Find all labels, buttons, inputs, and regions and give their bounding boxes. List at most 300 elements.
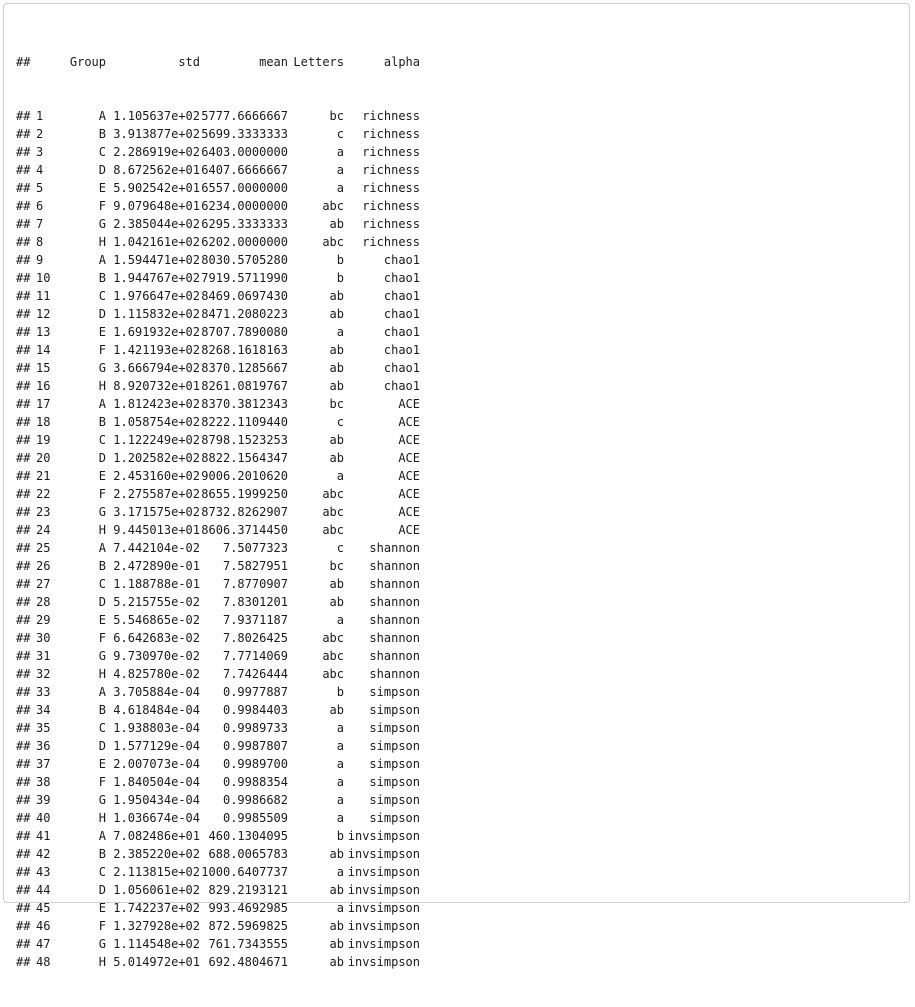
- table-row: [16, 611, 420, 629]
- cell-alpha: ACE: [398, 487, 420, 501]
- cell-letters: b: [336, 685, 344, 699]
- cell-alpha: invsimpson: [347, 865, 420, 879]
- comment-prefix: ##: [16, 217, 31, 231]
- row-index: 22: [36, 487, 51, 501]
- row-index: 21: [36, 469, 51, 483]
- cell-std: 6.642683e-02: [113, 631, 200, 645]
- comment-prefix: ##: [16, 397, 31, 411]
- cell-letters: b: [336, 829, 344, 843]
- cell-group: E: [98, 325, 106, 339]
- cell-alpha: simpson: [369, 685, 420, 699]
- cell-group: B: [98, 703, 106, 717]
- cell-letters: a: [336, 865, 344, 879]
- cell-group: C: [98, 433, 106, 447]
- cell-std: 1.691932e+02: [113, 325, 200, 339]
- row-index: 10: [36, 271, 51, 285]
- cell-alpha: simpson: [369, 793, 420, 807]
- row-index: 4: [36, 163, 44, 177]
- cell-std: 2.453160e+02: [113, 469, 200, 483]
- row-index: 47: [36, 937, 51, 951]
- table-row: [16, 557, 420, 575]
- comment-prefix: ##: [16, 811, 31, 825]
- cell-letters: ab: [329, 883, 344, 897]
- comment-prefix: ##: [16, 181, 31, 195]
- cell-group: C: [98, 577, 106, 591]
- cell-mean: 7.8770907: [222, 577, 288, 591]
- cell-std: 3.705884e-04: [113, 685, 200, 699]
- comment-prefix: ##: [16, 451, 31, 465]
- cell-std: 1.840504e-04: [113, 775, 200, 789]
- cell-mean: 7.7714069: [222, 649, 288, 663]
- cell-letters: c: [336, 415, 344, 429]
- cell-mean: 8606.3714450: [201, 523, 288, 537]
- cell-group: G: [98, 793, 106, 807]
- cell-letters: a: [336, 793, 344, 807]
- cell-group: H: [98, 379, 106, 393]
- cell-group: B: [98, 559, 106, 573]
- comment-prefix: ##: [16, 577, 31, 591]
- cell-mean: 460.1304095: [208, 829, 288, 843]
- comment-prefix: ##: [16, 163, 31, 177]
- table-row: [16, 773, 420, 791]
- cell-alpha: ACE: [398, 505, 420, 519]
- cell-std: 4.618484e-04: [113, 703, 200, 717]
- cell-alpha: richness: [362, 181, 420, 195]
- table-row: [16, 737, 420, 755]
- comment-prefix: ##: [16, 775, 31, 789]
- table-row: [16, 467, 420, 485]
- cell-group: F: [98, 919, 106, 933]
- cell-std: 2.385220e+02: [113, 847, 200, 861]
- comment-prefix: ##: [16, 865, 31, 879]
- cell-std: 1.122249e+02: [113, 433, 200, 447]
- cell-std: 1.114548e+02: [113, 937, 200, 951]
- cell-letters: ab: [329, 379, 344, 393]
- cell-alpha: shannon: [369, 667, 420, 681]
- cell-group: C: [98, 865, 106, 879]
- cell-std: 3.171575e+02: [113, 505, 200, 519]
- cell-mean: 7.5077323: [222, 541, 288, 555]
- cell-group: H: [98, 811, 106, 825]
- comment-prefix: ##: [16, 145, 31, 159]
- comment-prefix: ##: [16, 613, 31, 627]
- cell-group: A: [98, 541, 106, 555]
- cell-mean: 8732.8262907: [201, 505, 288, 519]
- row-index: 41: [36, 829, 51, 843]
- row-index: 42: [36, 847, 51, 861]
- cell-mean: 0.9985509: [222, 811, 288, 825]
- cell-std: 1.202582e+02: [113, 451, 200, 465]
- comment-prefix: ##: [16, 829, 31, 843]
- cell-letters: bc: [329, 559, 344, 573]
- table-header: [16, 53, 420, 71]
- comment-prefix: ##: [16, 793, 31, 807]
- table-row: [16, 521, 420, 539]
- cell-letters: a: [336, 757, 344, 771]
- cell-group: D: [98, 163, 106, 177]
- table-row: [16, 701, 420, 719]
- cell-alpha: shannon: [369, 649, 420, 663]
- row-index: 17: [36, 397, 51, 411]
- row-index: 27: [36, 577, 51, 591]
- table-row: [16, 953, 420, 971]
- row-index: 19: [36, 433, 51, 447]
- cell-alpha: invsimpson: [347, 829, 420, 843]
- cell-letters: a: [336, 901, 344, 915]
- cell-group: C: [98, 721, 106, 735]
- table-row: [16, 485, 420, 503]
- cell-mean: 8370.1285667: [201, 361, 288, 375]
- row-index: 32: [36, 667, 51, 681]
- cell-letters: ab: [329, 433, 344, 447]
- comment-prefix: ##: [16, 955, 31, 969]
- comment-prefix: ##: [16, 325, 31, 339]
- table-row: [16, 341, 420, 359]
- cell-mean: 761.7343555: [208, 937, 288, 951]
- cell-mean: 8471.2080223: [201, 307, 288, 321]
- row-index: 25: [36, 541, 51, 555]
- comment-prefix: ##: [16, 595, 31, 609]
- cell-mean: 0.9989700: [222, 757, 288, 771]
- cell-std: 5.014972e+01: [113, 955, 200, 969]
- cell-alpha: chao1: [383, 343, 420, 357]
- cell-std: 2.472890e-01: [113, 559, 200, 573]
- cell-group: G: [98, 937, 106, 951]
- comment-prefix: ##: [16, 703, 31, 717]
- cell-group: F: [98, 343, 106, 357]
- table-row: [16, 647, 420, 665]
- cell-std: 1.594471e+02: [113, 253, 200, 267]
- cell-alpha: chao1: [383, 361, 420, 375]
- table-row: [16, 179, 420, 197]
- comment-prefix: ##: [16, 919, 31, 933]
- table-row: [16, 863, 420, 881]
- cell-mean: 8822.1564347: [201, 451, 288, 465]
- comment-prefix: ##: [16, 55, 31, 69]
- cell-letters: a: [336, 775, 344, 789]
- table-body: [16, 107, 420, 971]
- comment-prefix: ##: [16, 415, 31, 429]
- cell-std: 1.950434e-04: [113, 793, 200, 807]
- cell-group: F: [98, 487, 106, 501]
- comment-prefix: ##: [16, 235, 31, 249]
- row-index: 7: [36, 217, 44, 231]
- cell-alpha: ACE: [398, 523, 420, 537]
- cell-letters: ab: [329, 289, 344, 303]
- cell-std: 1.058754e+02: [113, 415, 200, 429]
- cell-letters: ab: [329, 451, 344, 465]
- comment-prefix: ##: [16, 883, 31, 897]
- row-index: 29: [36, 613, 51, 627]
- cell-alpha: richness: [362, 145, 420, 159]
- row-index: 44: [36, 883, 51, 897]
- cell-group: E: [98, 181, 106, 195]
- comment-prefix: ##: [16, 487, 31, 501]
- cell-std: 1.056061e+02: [113, 883, 200, 897]
- cell-group: G: [98, 649, 106, 663]
- header-alpha: alpha: [383, 55, 420, 69]
- cell-alpha: invsimpson: [347, 883, 420, 897]
- row-index: 36: [36, 739, 51, 753]
- cell-group: F: [98, 631, 106, 645]
- table-row: [16, 845, 420, 863]
- comment-prefix: ##: [16, 523, 31, 537]
- row-index: 5: [36, 181, 44, 195]
- row-index: 28: [36, 595, 51, 609]
- cell-alpha: simpson: [369, 739, 420, 753]
- cell-std: 8.672562e+01: [113, 163, 200, 177]
- table-row: [16, 197, 420, 215]
- cell-group: E: [98, 901, 106, 915]
- table-row: [16, 269, 420, 287]
- cell-std: 1.115832e+02: [113, 307, 200, 321]
- row-index: 46: [36, 919, 51, 933]
- cell-std: 1.421193e+02: [113, 343, 200, 357]
- cell-mean: 6403.0000000: [201, 145, 288, 159]
- row-index: 33: [36, 685, 51, 699]
- table-row: [16, 575, 420, 593]
- cell-alpha: invsimpson: [347, 937, 420, 951]
- comment-prefix: ##: [16, 271, 31, 285]
- cell-letters: b: [336, 253, 344, 267]
- cell-group: C: [98, 145, 106, 159]
- cell-alpha: simpson: [369, 757, 420, 771]
- cell-std: 1.812423e+02: [113, 397, 200, 411]
- table-row: [16, 305, 420, 323]
- table-row: [16, 935, 420, 953]
- cell-mean: 829.2193121: [208, 883, 288, 897]
- cell-group: A: [98, 829, 106, 843]
- cell-mean: 872.5969825: [208, 919, 288, 933]
- header-mean: mean: [259, 55, 288, 69]
- cell-group: B: [98, 847, 106, 861]
- cell-mean: 1000.6407737: [201, 865, 288, 879]
- row-index: 35: [36, 721, 51, 735]
- row-index: 1: [36, 109, 44, 123]
- cell-letters: ab: [329, 307, 344, 321]
- table-row: [16, 395, 420, 413]
- cell-letters: bc: [329, 397, 344, 411]
- console-output: [16, 17, 420, 1007]
- cell-mean: 7919.5711990: [201, 271, 288, 285]
- cell-letters: ab: [329, 937, 344, 951]
- header-std: std: [178, 55, 200, 69]
- cell-letters: abc: [322, 505, 344, 519]
- table-row: [16, 323, 420, 341]
- comment-prefix: ##: [16, 901, 31, 915]
- cell-group: D: [98, 595, 106, 609]
- table-row: [16, 107, 420, 125]
- comment-prefix: ##: [16, 289, 31, 303]
- comment-prefix: ##: [16, 469, 31, 483]
- cell-alpha: chao1: [383, 253, 420, 267]
- cell-mean: 8655.1999250: [201, 487, 288, 501]
- row-index: 15: [36, 361, 51, 375]
- row-index: 38: [36, 775, 51, 789]
- comment-prefix: ##: [16, 937, 31, 951]
- cell-group: D: [98, 307, 106, 321]
- cell-group: D: [98, 451, 106, 465]
- cell-std: 1.036674e-04: [113, 811, 200, 825]
- table-row: [16, 755, 420, 773]
- cell-mean: 6295.3333333: [201, 217, 288, 231]
- cell-group: A: [98, 685, 106, 699]
- cell-group: A: [98, 397, 106, 411]
- cell-letters: c: [336, 541, 344, 555]
- cell-letters: abc: [322, 199, 344, 213]
- cell-mean: 7.9371187: [222, 613, 288, 627]
- row-index: 11: [36, 289, 51, 303]
- row-index: 34: [36, 703, 51, 717]
- row-index: 48: [36, 955, 51, 969]
- table-row: [16, 539, 420, 557]
- cell-alpha: invsimpson: [347, 901, 420, 915]
- cell-std: 3.913877e+02: [113, 127, 200, 141]
- table-row: [16, 503, 420, 521]
- cell-mean: 0.9977887: [222, 685, 288, 699]
- cell-letters: a: [336, 739, 344, 753]
- cell-alpha: richness: [362, 235, 420, 249]
- cell-alpha: shannon: [369, 559, 420, 573]
- cell-group: D: [98, 883, 106, 897]
- comment-prefix: ##: [16, 505, 31, 519]
- cell-std: 1.105637e+02: [113, 109, 200, 123]
- table-row: [16, 665, 420, 683]
- comment-prefix: ##: [16, 307, 31, 321]
- comment-prefix: ##: [16, 739, 31, 753]
- cell-group: G: [98, 361, 106, 375]
- row-index: 3: [36, 145, 44, 159]
- cell-alpha: richness: [362, 109, 420, 123]
- cell-alpha: chao1: [383, 325, 420, 339]
- cell-letters: abc: [322, 649, 344, 663]
- table-row: [16, 719, 420, 737]
- cell-alpha: shannon: [369, 631, 420, 645]
- cell-mean: 8222.1109440: [201, 415, 288, 429]
- row-index: 18: [36, 415, 51, 429]
- cell-group: B: [98, 415, 106, 429]
- cell-std: 2.275587e+02: [113, 487, 200, 501]
- cell-letters: b: [336, 271, 344, 285]
- cell-group: B: [98, 271, 106, 285]
- comment-prefix: ##: [16, 685, 31, 699]
- cell-group: H: [98, 523, 106, 537]
- cell-std: 1.944767e+02: [113, 271, 200, 285]
- row-index: 23: [36, 505, 51, 519]
- cell-group: H: [98, 235, 106, 249]
- cell-letters: a: [336, 469, 344, 483]
- cell-mean: 7.8301201: [222, 595, 288, 609]
- comment-prefix: ##: [16, 847, 31, 861]
- table-row: [16, 413, 420, 431]
- cell-letters: abc: [322, 235, 344, 249]
- cell-alpha: shannon: [369, 595, 420, 609]
- cell-std: 2.007073e-04: [113, 757, 200, 771]
- row-index: 16: [36, 379, 51, 393]
- row-index: 45: [36, 901, 51, 915]
- cell-std: 2.286919e+02: [113, 145, 200, 159]
- cell-alpha: chao1: [383, 289, 420, 303]
- cell-letters: ab: [329, 955, 344, 969]
- cell-std: 9.079648e+01: [113, 199, 200, 213]
- row-index: 26: [36, 559, 51, 573]
- cell-std: 1.976647e+02: [113, 289, 200, 303]
- cell-group: B: [98, 127, 106, 141]
- cell-alpha: invsimpson: [347, 955, 420, 969]
- cell-letters: abc: [322, 631, 344, 645]
- cell-std: 3.666794e+02: [113, 361, 200, 375]
- cell-mean: 0.9987807: [222, 739, 288, 753]
- cell-std: 8.920732e+01: [113, 379, 200, 393]
- table-row: [16, 287, 420, 305]
- cell-mean: 6202.0000000: [201, 235, 288, 249]
- cell-letters: ab: [329, 577, 344, 591]
- cell-std: 5.902542e+01: [113, 181, 200, 195]
- cell-alpha: chao1: [383, 271, 420, 285]
- cell-mean: 8261.0819767: [201, 379, 288, 393]
- cell-mean: 8798.1523253: [201, 433, 288, 447]
- cell-letters: a: [336, 163, 344, 177]
- comment-prefix: ##: [16, 361, 31, 375]
- cell-std: 2.385044e+02: [113, 217, 200, 231]
- cell-alpha: simpson: [369, 703, 420, 717]
- row-index: 12: [36, 307, 51, 321]
- comment-prefix: ##: [16, 109, 31, 123]
- table-row: [16, 629, 420, 647]
- row-index: 8: [36, 235, 44, 249]
- cell-mean: 9006.2010620: [201, 469, 288, 483]
- cell-letters: a: [336, 325, 344, 339]
- row-index: 37: [36, 757, 51, 771]
- row-index: 9: [36, 253, 44, 267]
- cell-group: H: [98, 955, 106, 969]
- cell-alpha: invsimpson: [347, 919, 420, 933]
- table-row: [16, 143, 420, 161]
- cell-std: 9.445013e+01: [113, 523, 200, 537]
- table-row: [16, 431, 420, 449]
- table-row: [16, 233, 420, 251]
- table-row: [16, 125, 420, 143]
- cell-letters: a: [336, 613, 344, 627]
- row-index: 39: [36, 793, 51, 807]
- cell-letters: ab: [329, 703, 344, 717]
- cell-letters: ab: [329, 343, 344, 357]
- cell-group: G: [98, 217, 106, 231]
- comment-prefix: ##: [16, 541, 31, 555]
- cell-mean: 692.4804671: [208, 955, 288, 969]
- cell-letters: ab: [329, 919, 344, 933]
- comment-prefix: ##: [16, 253, 31, 267]
- cell-std: 1.938803e-04: [113, 721, 200, 735]
- cell-std: 4.825780e-02: [113, 667, 200, 681]
- cell-alpha: simpson: [369, 721, 420, 735]
- cell-letters: a: [336, 181, 344, 195]
- cell-group: H: [98, 667, 106, 681]
- cell-letters: ab: [329, 361, 344, 375]
- cell-letters: abc: [322, 667, 344, 681]
- cell-alpha: shannon: [369, 541, 420, 555]
- cell-alpha: simpson: [369, 811, 420, 825]
- table-row: [16, 215, 420, 233]
- cell-group: A: [98, 109, 106, 123]
- row-index: 20: [36, 451, 51, 465]
- cell-std: 1.577129e-04: [113, 739, 200, 753]
- cell-alpha: ACE: [398, 433, 420, 447]
- comment-prefix: ##: [16, 721, 31, 735]
- table-row: [16, 881, 420, 899]
- row-index: 6: [36, 199, 44, 213]
- table-row: [16, 917, 420, 935]
